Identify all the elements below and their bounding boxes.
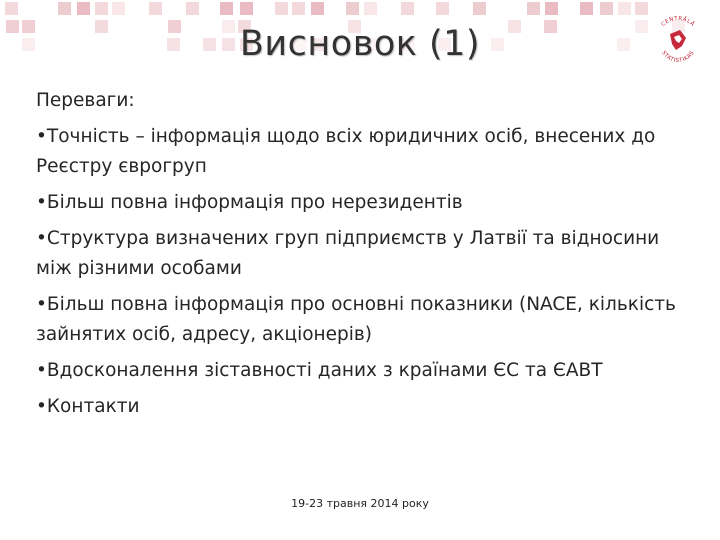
advantages-heading: Переваги: [36, 90, 135, 111]
bullet-text: Точність – інформація щодо всіх юридичних осіб, внесених до Реєстру єврогруп [36, 126, 656, 177]
bullet-marker: • [36, 228, 47, 249]
bullet-marker: • [36, 360, 47, 381]
slide-footer-date: 19-23 травня 2014 року [291, 497, 429, 510]
slide-body [36, 86, 696, 428]
mosaic-tile [346, 2, 359, 15]
bullet-text: Контакти [46, 396, 140, 417]
bullet-marker: • [36, 126, 47, 147]
bullet-item [36, 392, 696, 422]
mosaic-tile [364, 2, 377, 15]
mosaic-tile [473, 2, 486, 15]
mosaic-tile [240, 2, 253, 15]
bullet-item [36, 356, 696, 386]
logo-bottom-text: STATISTIKAS [660, 49, 696, 65]
mosaic-tile [95, 2, 108, 15]
slide-title: Висновок (1) [239, 24, 481, 64]
bullet-text: Структура визначених груп підприємств у Латвії та відносини між різними особами [36, 228, 660, 279]
mosaic-tile [311, 2, 324, 15]
logo-top-text: CENTRĀLĀ [660, 15, 696, 28]
bullet-marker: • [36, 192, 47, 213]
bullet-text: Більш повна інформація про основні показники (NACE, кількість зайнятих осіб, адресу, акціонерів) [36, 294, 676, 345]
mosaic-tile [436, 2, 449, 15]
mosaic-tile [186, 2, 199, 15]
central-statistical-bureau-seal-icon [650, 10, 706, 72]
mosaic-tile [635, 2, 648, 15]
mosaic-tile [58, 2, 71, 15]
mosaic-tile [275, 2, 288, 15]
bullet-text: Більш повна інформація про нерезидентів [46, 192, 463, 213]
mosaic-tile [5, 2, 18, 15]
bullet-marker: • [36, 396, 47, 417]
bullet-item [36, 224, 696, 284]
mosaic-tile [545, 2, 558, 15]
mosaic-tile [618, 2, 631, 15]
bullet-item [36, 188, 696, 218]
bullet-text: Вдосконалення зіставності даних з країнами ЄС та ЄАВТ [46, 360, 603, 381]
mosaic-tile [220, 2, 233, 15]
mosaic-tile [77, 2, 90, 15]
mosaic-tile [149, 2, 162, 15]
bullet-item [36, 290, 696, 350]
mosaic-tile [580, 2, 593, 15]
mosaic-tile [527, 2, 540, 15]
mosaic-tile [292, 2, 305, 15]
mosaic-tile [112, 2, 125, 15]
svg-text:CENTRĀLĀ [660, 16, 696, 28]
svg-text:STATISTIKAS [660, 50, 696, 64]
mosaic-tile [401, 2, 414, 15]
mosaic-tile [600, 2, 613, 15]
bullet-item [36, 122, 696, 182]
bullet-marker: • [36, 294, 47, 315]
